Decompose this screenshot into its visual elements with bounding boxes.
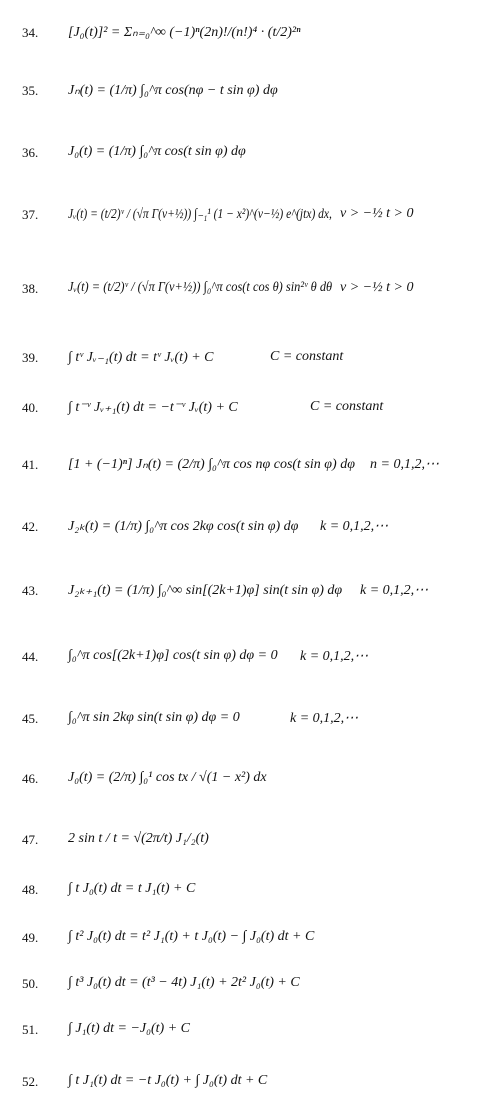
equation-number: 38. xyxy=(22,281,39,296)
equation-row xyxy=(0,1062,502,1102)
equation-row xyxy=(0,186,502,244)
equation-number: 48. xyxy=(22,882,39,897)
equation-number: 51. xyxy=(22,1022,39,1037)
equation-number: 35. xyxy=(22,83,39,98)
equation-condition: ν > −½ t > 0 xyxy=(340,206,414,221)
equation-expression: [J₀(t)]² = Σₙ₌₀^∞ (−1)ⁿ(2n)!/(n!)⁴ · (t/2)²ⁿ xyxy=(68,25,301,40)
equation-number: 45. xyxy=(22,711,39,726)
equation-expression: 2 sin t / t = √(2π/t) J₁/₂(t) xyxy=(68,831,209,846)
equation-condition: ν > −½ t > 0 xyxy=(340,280,414,295)
equation-number: 50. xyxy=(22,976,39,991)
equation-expression: ∫₀^π cos[(2k+1)φ] cos(t sin φ) dφ = 0 xyxy=(68,648,278,663)
equation-expression: ∫ t² J₀(t) dt = t² J₁(t) + t J₀(t) − ∫ J₀(t) dt + C xyxy=(68,929,315,944)
equation-condition: k = 0,1,2,⋯ xyxy=(290,711,359,726)
equation-number: 42. xyxy=(22,519,39,534)
equation-expression: ∫ tᵛ Jᵥ₋₁(t) dt = tᵛ Jᵥ(t) + C xyxy=(68,350,214,365)
equation-row xyxy=(0,390,502,426)
equation-row xyxy=(0,8,502,58)
equation-condition: k = 0,1,2,⋯ xyxy=(360,583,429,598)
equation-number: 46. xyxy=(22,771,39,786)
equation-number: 41. xyxy=(22,457,39,472)
equation-condition: C = constant xyxy=(270,349,344,364)
equation-condition: k = 0,1,2,⋯ xyxy=(320,519,389,534)
equation-number: 39. xyxy=(22,350,39,365)
equation-number: 49. xyxy=(22,930,39,945)
equation-condition: C = constant xyxy=(310,399,384,414)
equation-expression: J₀(t) = (2/π) ∫₀¹ cos tx / √(1 − x²) dx xyxy=(68,770,267,785)
equation-expression: ∫ t⁻ᵛ Jᵥ₊₁(t) dt = −t⁻ᵛ Jᵥ(t) + C xyxy=(68,400,238,415)
equation-row xyxy=(0,694,502,744)
equation-expression: J₂ₖ(t) = (1/π) ∫₀^π cos 2kφ cos(t sin φ) dφ xyxy=(68,519,299,534)
equation-number: 36. xyxy=(22,145,39,160)
equation-row xyxy=(0,258,502,320)
equation-expression: J₀(t) = (1/π) ∫₀^π cos(t sin φ) dφ xyxy=(68,144,246,159)
equation-row xyxy=(0,632,502,682)
equation-row xyxy=(0,818,502,862)
equation-number: 52. xyxy=(22,1074,39,1089)
equation-expression: ∫ t³ J₀(t) dt = (t³ − 4t) J₁(t) + 2t² J₀(t) + C xyxy=(68,975,300,990)
equation-row xyxy=(0,872,502,908)
equation-expression: ∫ J₁(t) dt = −J₀(t) + C xyxy=(68,1021,190,1036)
equation-expression: Jᵥ(t) = (t/2)ᵛ / (√π Γ(ν+½)) ∫₋₁¹ (1 − x²)^(ν−½) e^(jtx) dx, xyxy=(68,207,332,222)
equation-row xyxy=(0,502,502,552)
equation-expression: Jᵥ(t) = (t/2)ᵛ / (√π Γ(ν+½)) ∫₀^π cos(t cos θ) sin²ᵛ θ dθ xyxy=(68,280,333,295)
equation-condition: n = 0,1,2,⋯ xyxy=(370,457,439,472)
equation-row xyxy=(0,966,502,1002)
equation-row xyxy=(0,66,502,116)
equation-row xyxy=(0,1012,502,1048)
equation-row xyxy=(0,128,502,178)
equation-expression: ∫ t J₀(t) dt = t J₁(t) + C xyxy=(68,881,196,896)
equation-number: 43. xyxy=(22,583,39,598)
equation-row xyxy=(0,920,502,956)
equation-condition: k = 0,1,2,⋯ xyxy=(300,649,369,664)
equation-row xyxy=(0,340,502,376)
equation-expression: ∫ t J₁(t) dt = −t J₀(t) + ∫ J₀(t) dt + C xyxy=(68,1073,268,1088)
equation-expression: J₂ₖ₊₁(t) = (1/π) ∫₀^∞ sin[(2k+1)φ] sin(t sin φ) dφ xyxy=(68,583,343,598)
equation-number: 37. xyxy=(22,207,39,222)
equation-row xyxy=(0,754,502,804)
equation-number: 47. xyxy=(22,832,39,847)
equation-number: 34. xyxy=(22,25,39,40)
equation-expression: [1 + (−1)ⁿ] Jₙ(t) = (2/π) ∫₀^π cos nφ cos(t sin φ) dφ xyxy=(68,457,355,472)
equation-row xyxy=(0,440,502,490)
equation-row xyxy=(0,566,502,616)
equation-number: 40. xyxy=(22,400,39,415)
equation-expression: ∫₀^π sin 2kφ sin(t sin φ) dφ = 0 xyxy=(68,710,240,725)
equation-expression: Jₙ(t) = (1/π) ∫₀^π cos(nφ − t sin φ) dφ xyxy=(68,83,278,98)
equation-number: 44. xyxy=(22,649,39,664)
